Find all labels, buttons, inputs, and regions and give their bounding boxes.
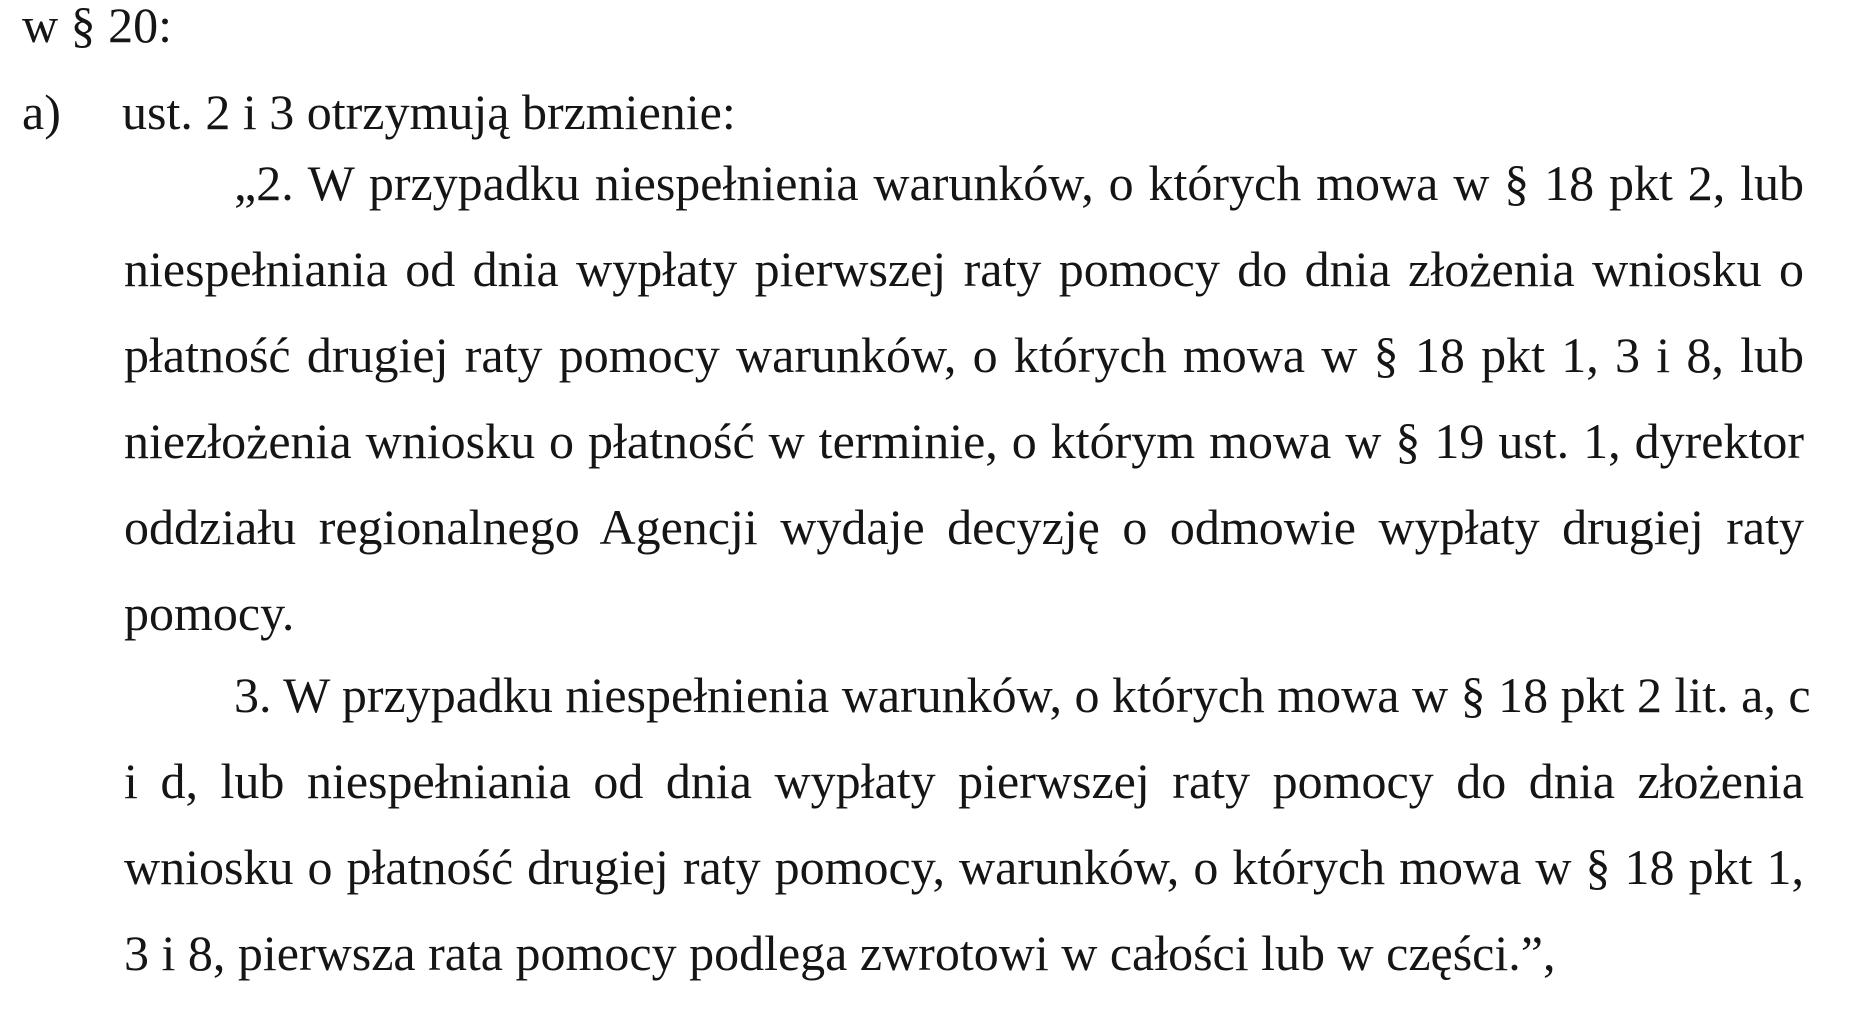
paragraph-2 [124,140,1804,656]
paragraph-line: niespełniania od dnia wypłaty pierwszej raty pomocy do dnia złożenia wniosku o [124,241,1804,297]
paragraph-line: oddziału regionalnego Agencji wydaje decyzję o odmowie wypłaty drugiej raty [124,499,1804,555]
paragraph-line: niezłożenia wniosku o płatność w terminie, o którym mowa w § 19 ust. 1, dyrektor [124,413,1804,469]
paragraph-line: pomocy. [124,585,295,641]
paragraph-line: 3. W przypadku niespełnienia warunków, o których mowa w § 18 pkt 2 lit. a, c [234,667,1811,723]
paragraph-3 [124,652,1811,996]
section-heading: w § 20: [22,0,172,53]
list-item-label: ust. 2 i 3 otrzymują brzmienie: [122,84,736,140]
paragraph-line: 3 i 8, pierwsza rata pomocy podlega zwrotowi w całości lub w części.”, [124,925,1556,981]
paragraph-line: wniosku o płatność drugiej raty pomocy, warunków, o których mowa w § 18 pkt 1, [124,839,1804,895]
paragraph-line: płatność drugiej raty pomocy warunków, o których mowa w § 18 pkt 1, 3 i 8, lub [124,327,1804,383]
paragraph-line: „2. W przypadku niespełnienia warunków, o których mowa w § 18 pkt 2, lub [234,155,1804,211]
paragraph-line: i d, lub niespełniania od dnia wypłaty pierwszej raty pomocy do dnia złożenia [124,753,1804,809]
list-item-marker: a) [22,84,61,140]
